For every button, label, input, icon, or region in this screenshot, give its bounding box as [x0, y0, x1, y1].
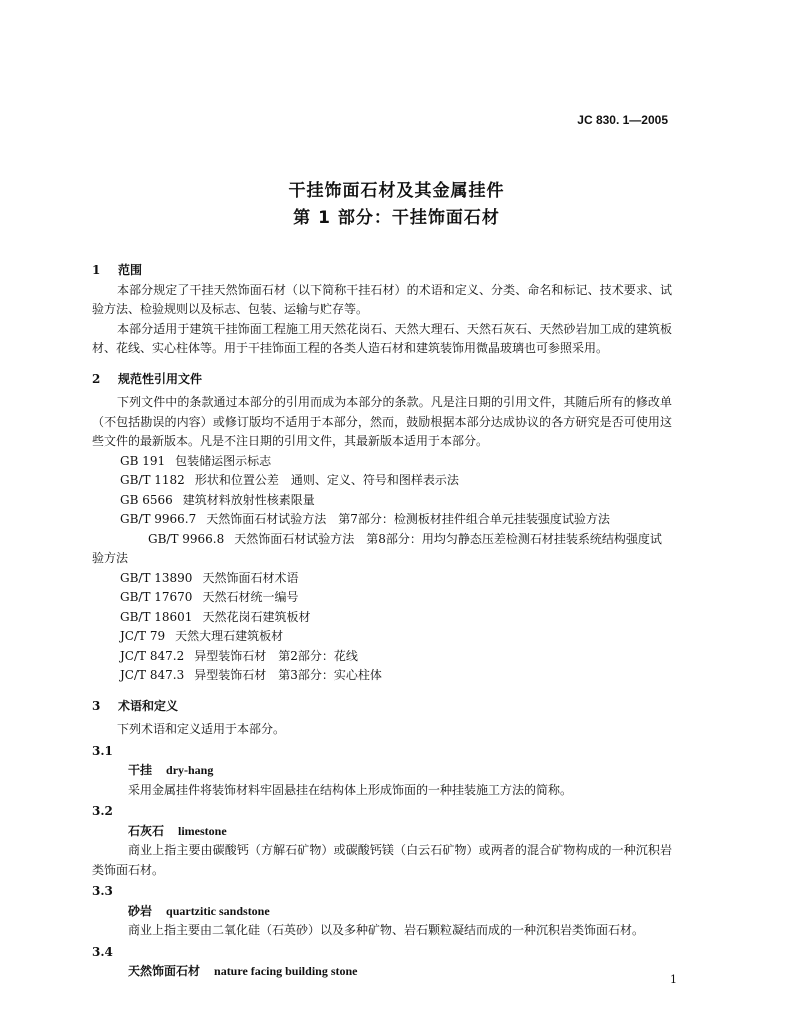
term-heading — [92, 962, 672, 982]
reference-code: GB 6566 — [120, 492, 173, 507]
section-title: 规范性引用文件 — [118, 371, 203, 386]
reference-item — [92, 471, 672, 491]
document-body — [92, 258, 672, 982]
reference-item — [92, 452, 672, 472]
page-number: 1 — [670, 973, 677, 986]
term-en: limestone — [178, 823, 227, 838]
term-definition: 商业上指主要由二氧化硅（石英砂）以及多种矿物、岩石颗粒凝结而成的一种沉积岩类饰面石材。 — [128, 923, 645, 937]
reference-title: 包装储运图示标志 — [175, 453, 272, 468]
reference-title: 异型装饰石材 第2部分：花线 — [194, 648, 358, 663]
section-heading — [92, 697, 672, 717]
term-heading — [92, 761, 672, 781]
reference-title: 天然饰面石材试验方法 第7部分：检测板材挂件组合单元挂装强度试验方法 — [206, 512, 610, 526]
standard-number: JC 830. 1—2005 — [577, 113, 668, 127]
reference-item — [92, 627, 672, 647]
reference-code: JC/T 847.3 — [120, 668, 185, 682]
paragraph: 下列术语和定义适用于本部分。 — [117, 722, 286, 736]
term-heading — [92, 822, 672, 842]
reference-title: 建筑材料放射性核素限量 — [182, 492, 315, 507]
reference-item — [92, 510, 672, 530]
reference-title: 异型装饰石材 第3部分：实心柱体 — [194, 668, 382, 682]
reference-item — [92, 666, 672, 686]
reference-title: 天然石材统一编号 — [202, 590, 299, 604]
reference-code: GB/T 17670 — [120, 590, 193, 604]
reference-title: 形状和位置公差 通则、定义、符号和图样表示法 — [194, 473, 459, 487]
term-en: nature facing building stone — [214, 964, 358, 978]
reference-code: JC/T 847.2 — [120, 648, 185, 663]
term-number: 3.2 — [92, 804, 113, 818]
term-heading — [92, 902, 672, 922]
term-number: 3.4 — [92, 944, 113, 959]
section-title: 术语和定义 — [118, 698, 179, 713]
section-heading — [92, 370, 672, 390]
term-en: quartzitic sandstone — [166, 903, 270, 918]
term-cn: 石灰石 — [128, 823, 165, 838]
term-en: dry-hang — [166, 763, 214, 777]
reference-code: GB/T 9966.8 — [148, 531, 225, 546]
term-definition: 商业上指主要由碳酸钙（方解石矿物）或碳酸钙镁（白云石矿物）或两者的混合矿物构成的一种沉积岩类饰面石材。 — [92, 843, 672, 877]
reference-item — [92, 491, 672, 511]
reference-title: 天然饰面石材术语 — [202, 570, 299, 585]
term-number: 3.1 — [92, 743, 113, 758]
reference-code: GB/T 18601 — [120, 609, 193, 624]
reference-title: 天然饰面石材试验方法 第8部分：用均匀静态压差检测石材挂装系统结构强度试验方法 — [92, 531, 662, 565]
paragraph: 本部分适用于建筑干挂饰面工程施工用天然花岗石、天然大理石、天然石灰石、天然砂岩加工成的建筑板材、花线、实心柱体等。用于干挂饰面工程的各类人造石材和建筑装饰用微晶玻璃也可参照采用。 — [92, 321, 672, 355]
paragraph: 下列文件中的条款通过本部分的引用而成为本部分的条款。凡是注日期的引用文件，其随后所有的修改单（不包括勘误的内容）或修订版均不适用于本部分，然而，鼓励根据本部分达成协议的各方研究是否可使用这些文件的最新版本。凡是不注日期的引用文件，其最新版本适用于本部分。 — [92, 395, 672, 448]
document-title: 干挂饰面石材及其金属挂件 — [288, 181, 505, 201]
reference-code: GB/T 1182 — [120, 473, 185, 487]
term-cn: 砂岩 — [128, 903, 153, 918]
reference-title: 天然花岗石建筑板材 — [202, 609, 311, 624]
section-number: 1 — [92, 263, 101, 277]
document-subtitle: 第 1 部分：干挂饰面石材 — [293, 208, 500, 228]
reference-code: JC/T 79 — [120, 629, 166, 643]
term-definition: 采用金属挂件将装饰材料牢固悬挂在结构体上形成饰面的一种挂装施工方法的简称。 — [128, 782, 573, 797]
term-number: 3.3 — [92, 884, 113, 898]
section-number: 2 — [92, 371, 101, 386]
term-cn: 干挂 — [128, 763, 153, 777]
reference-code: GB/T 13890 — [120, 570, 193, 585]
section-title: 范围 — [118, 263, 143, 277]
reference-title: 天然大理石建筑板材 — [175, 629, 284, 643]
reference-item — [92, 530, 672, 569]
term-cn: 天然饰面石材 — [128, 964, 201, 978]
reference-code: GB 191 — [120, 453, 166, 468]
reference-item — [92, 569, 672, 589]
section-heading — [92, 261, 672, 281]
reference-item — [92, 608, 672, 628]
reference-item — [92, 647, 672, 667]
section-number: 3 — [92, 698, 101, 713]
reference-item — [92, 588, 672, 608]
paragraph: 本部分规定了干挂天然饰面石材（以下简称干挂石材）的术语和定义、分类、命名和标记、技术要求、试验方法、检验规则以及标志、包装、运输与贮存等。 — [92, 282, 672, 316]
reference-code: GB/T 9966.7 — [120, 512, 197, 526]
